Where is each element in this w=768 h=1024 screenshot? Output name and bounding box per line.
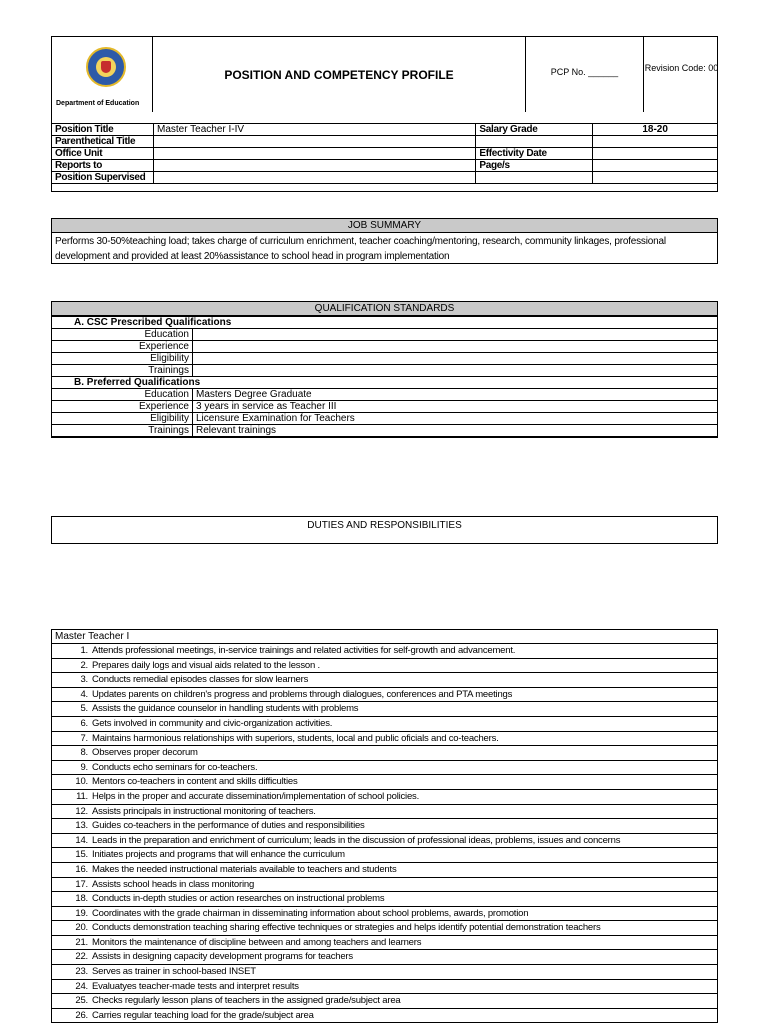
qualification-label: Education: [52, 329, 193, 341]
duty-number: 10.: [75, 776, 88, 788]
deped-seal-icon: [86, 47, 126, 87]
duty-number: 6.: [80, 717, 88, 729]
document-title: POSITION AND COMPETENCY PROFILE: [153, 37, 526, 112]
duties-heading: DUTIES AND RESPONSIBILITIES: [51, 516, 718, 544]
list-item: [52, 775, 717, 790]
position-info-table: [51, 123, 718, 184]
department-label: Department of Education: [56, 100, 140, 107]
duty-text: Initiates projects and programs that will enhance the curriculum: [92, 849, 345, 861]
duty-text: Conducts in-depth studies or action researches on instructional problems: [92, 893, 385, 905]
job-summary-text: [52, 233, 717, 265]
position-supervised-value: [153, 172, 475, 184]
qualification-value: Masters Degree Graduate: [193, 389, 718, 401]
logo-cell: [52, 37, 153, 112]
list-item: [52, 980, 717, 995]
duty-text: Evaluatyes teacher-made tests and interpret results: [92, 980, 299, 992]
job-summary-line: Performs 30-50%teaching load; takes charge of curriculum enrichment, teacher coaching/mentoring, research, community linkages, professional: [55, 236, 666, 247]
duty-text: Assists principals in instructional monitoring of teachers.: [92, 805, 316, 817]
list-item: [52, 644, 717, 659]
duty-number: 19.: [75, 907, 88, 919]
list-item: [52, 761, 717, 776]
duty-number: 14.: [75, 834, 88, 846]
pages-label: Page/s: [476, 160, 593, 172]
duty-number: 23.: [75, 966, 88, 978]
table-row: [52, 172, 718, 184]
duty-text: Monitors the maintenance of discipline between and among teachers and learners: [92, 936, 422, 948]
position-supervised-label: Position Supervised: [52, 172, 154, 184]
duty-text: Coordinates with the grade chairman in disseminating information about school problems, awards, promotion: [92, 907, 529, 919]
office-unit-value: [153, 148, 475, 160]
table-row: [52, 124, 718, 136]
table-row: [52, 365, 717, 377]
list-item: [52, 921, 717, 936]
job-summary-heading: JOB SUMMARY: [52, 219, 717, 233]
csc-qualifications-heading: A. CSC Prescribed Qualifications: [52, 317, 717, 329]
qualification-label: Eligibility: [52, 413, 193, 425]
duty-text: Attends professional meetings, in-service trainings and related activities for self-growth and advancement.: [92, 645, 516, 656]
table-row: [52, 425, 717, 437]
list-item: [52, 878, 717, 893]
duty-number: 3.: [80, 674, 88, 686]
position-title-value: Master Teacher I-IV: [153, 124, 475, 136]
duty-number: 20.: [75, 922, 88, 934]
qualification-label: Trainings: [52, 365, 193, 377]
duty-number: 1.: [80, 645, 88, 656]
duty-text: Helps in the proper and accurate dissemination/implementation of school policies.: [92, 790, 420, 802]
duty-number: 13.: [75, 820, 88, 832]
list-item: [52, 950, 717, 965]
table-row: [52, 377, 717, 389]
duty-number: 22.: [75, 951, 88, 963]
qualification-value: [193, 329, 718, 341]
qualification-standards-section: [51, 301, 718, 438]
list-item: [52, 965, 717, 980]
list-item: [52, 688, 717, 703]
duty-text: Carries regular teaching load for the grade/subject area: [92, 1009, 314, 1021]
table-row: [52, 413, 717, 425]
duty-text: Assists in designing capacity development programs for teachers: [92, 951, 353, 963]
pcp-number: PCP No. ______: [526, 37, 644, 112]
duty-number: 11.: [76, 790, 88, 802]
salary-grade-label: Salary Grade: [476, 124, 593, 136]
salary-grade-value: 18-20: [593, 124, 718, 136]
duty-number: 15.: [75, 849, 88, 861]
table-row: [52, 329, 717, 341]
effectivity-date-label: Effectivity Date: [476, 148, 593, 160]
effectivity-date-value: [593, 148, 718, 160]
profile-header: [51, 36, 718, 192]
table-row: [52, 160, 718, 172]
list-item: [52, 892, 717, 907]
reports-to-value: [153, 160, 475, 172]
duty-number: 26.: [75, 1009, 88, 1021]
duty-text: Makes the needed instructional materials available to teachers and students: [92, 863, 397, 875]
duty-text: Serves as trainer in school-based INSET: [92, 966, 256, 978]
table-row: [52, 136, 718, 148]
reports-to-label: Reports to: [52, 160, 154, 172]
duty-number: 12.: [75, 805, 88, 817]
position-title-label: Position Title: [52, 124, 154, 136]
duty-text: Updates parents on children's progress and problems through dialogues, conferences and PTA meetings: [92, 688, 513, 700]
duty-text: Conducts demonstration teaching sharing effective techniques or strategies and helps identify potential demonstration teachers: [92, 922, 601, 934]
list-item: [52, 994, 717, 1009]
pages-value: [593, 160, 718, 172]
duty-number: 9.: [80, 761, 88, 773]
duty-text: Conducts echo seminars for co-teachers.: [92, 761, 258, 773]
qualification-value: Licensure Examination for Teachers: [193, 413, 718, 425]
list-item: [52, 732, 717, 747]
qualification-heading: QUALIFICATION STANDARDS: [52, 302, 717, 316]
duty-text: Observes proper decorum: [92, 747, 198, 759]
duty-number: 25.: [75, 995, 88, 1007]
list-item: [52, 907, 717, 922]
parenthetical-title-value: [153, 136, 475, 148]
duty-text: Conducts remedial episodes classes for slow learners: [92, 674, 309, 686]
office-unit-label: Office Unit: [52, 148, 154, 160]
table-row: [52, 317, 717, 329]
duty-text: Mentors co-teachers in content and skills difficulties: [92, 776, 298, 788]
qualification-label: Trainings: [52, 425, 193, 437]
duty-text: Assists school heads in class monitoring: [92, 878, 255, 890]
qualification-label: Eligibility: [52, 353, 193, 365]
duty-number: 2.: [80, 659, 88, 671]
duty-number: 16.: [75, 863, 88, 875]
qualification-value: Relevant trainings: [193, 425, 718, 437]
duty-text: Checks regularly lesson plans of teachers in the assigned grade/subject area: [92, 995, 401, 1007]
list-item: [52, 936, 717, 951]
table-row: [52, 401, 717, 413]
list-item: [52, 790, 717, 805]
duty-text: Gets involved in community and civic-organization activities.: [92, 717, 333, 729]
duty-number: 18.: [75, 893, 88, 905]
list-item: [52, 863, 717, 878]
qualification-label: Experience: [52, 341, 193, 353]
duty-number: 5.: [80, 703, 88, 715]
list-item: [52, 819, 717, 834]
list-item: [52, 717, 717, 732]
job-summary-section: [51, 218, 718, 264]
table-row: [52, 389, 717, 401]
qualification-table: [52, 316, 717, 437]
duty-number: 7.: [80, 732, 88, 744]
list-item: [52, 805, 717, 820]
duty-text: Guides co-teachers in the performance of duties and responsibilities: [92, 820, 365, 832]
qualification-value: 3 years in service as Teacher III: [193, 401, 718, 413]
qualification-value: [193, 353, 718, 365]
master-teacher-title: Master Teacher I: [52, 630, 717, 644]
list-item: [52, 659, 717, 674]
duty-text: Assists the guidance counselor in handling students with problems: [92, 703, 359, 715]
master-teacher-duties: [51, 629, 718, 1023]
duty-text: Maintains harmonious relationships with superiors, students, local and public oficials and co-teachers.: [92, 732, 499, 744]
qualification-label: Experience: [52, 401, 193, 413]
duty-number: 24.: [75, 980, 88, 992]
duty-number: 21.: [75, 936, 88, 948]
duty-number: 4.: [80, 688, 88, 700]
list-item: [52, 702, 717, 717]
parenthetical-title-label: Parenthetical Title: [52, 136, 154, 148]
list-item: [52, 673, 717, 688]
table-row: [52, 353, 717, 365]
duty-number: 17.: [75, 878, 88, 890]
list-item: [52, 834, 717, 849]
list-item: [52, 1009, 717, 1024]
job-summary-line: development and provided at least 20%assistance to school head in program implementation: [55, 251, 450, 262]
duties-list: [52, 644, 717, 1023]
qualification-value: [193, 365, 718, 377]
list-item: [52, 746, 717, 761]
qualification-label: Education: [52, 389, 193, 401]
duty-text: Leads in the preparation and enrichment of curriculum; leads in the discussion of professional ideas, problems, issues and concerns: [92, 834, 621, 846]
revision-code: Revision Code: 00: [644, 63, 719, 73]
duty-text: Prepares daily logs and visual aids related to the lesson .: [92, 659, 320, 671]
list-item: [52, 848, 717, 863]
qualification-value: [193, 341, 718, 353]
table-row: [52, 341, 717, 353]
duty-number: 8.: [80, 747, 88, 759]
preferred-qualifications-heading: B. Preferred Qualifications: [52, 377, 717, 389]
table-row: [52, 148, 718, 160]
